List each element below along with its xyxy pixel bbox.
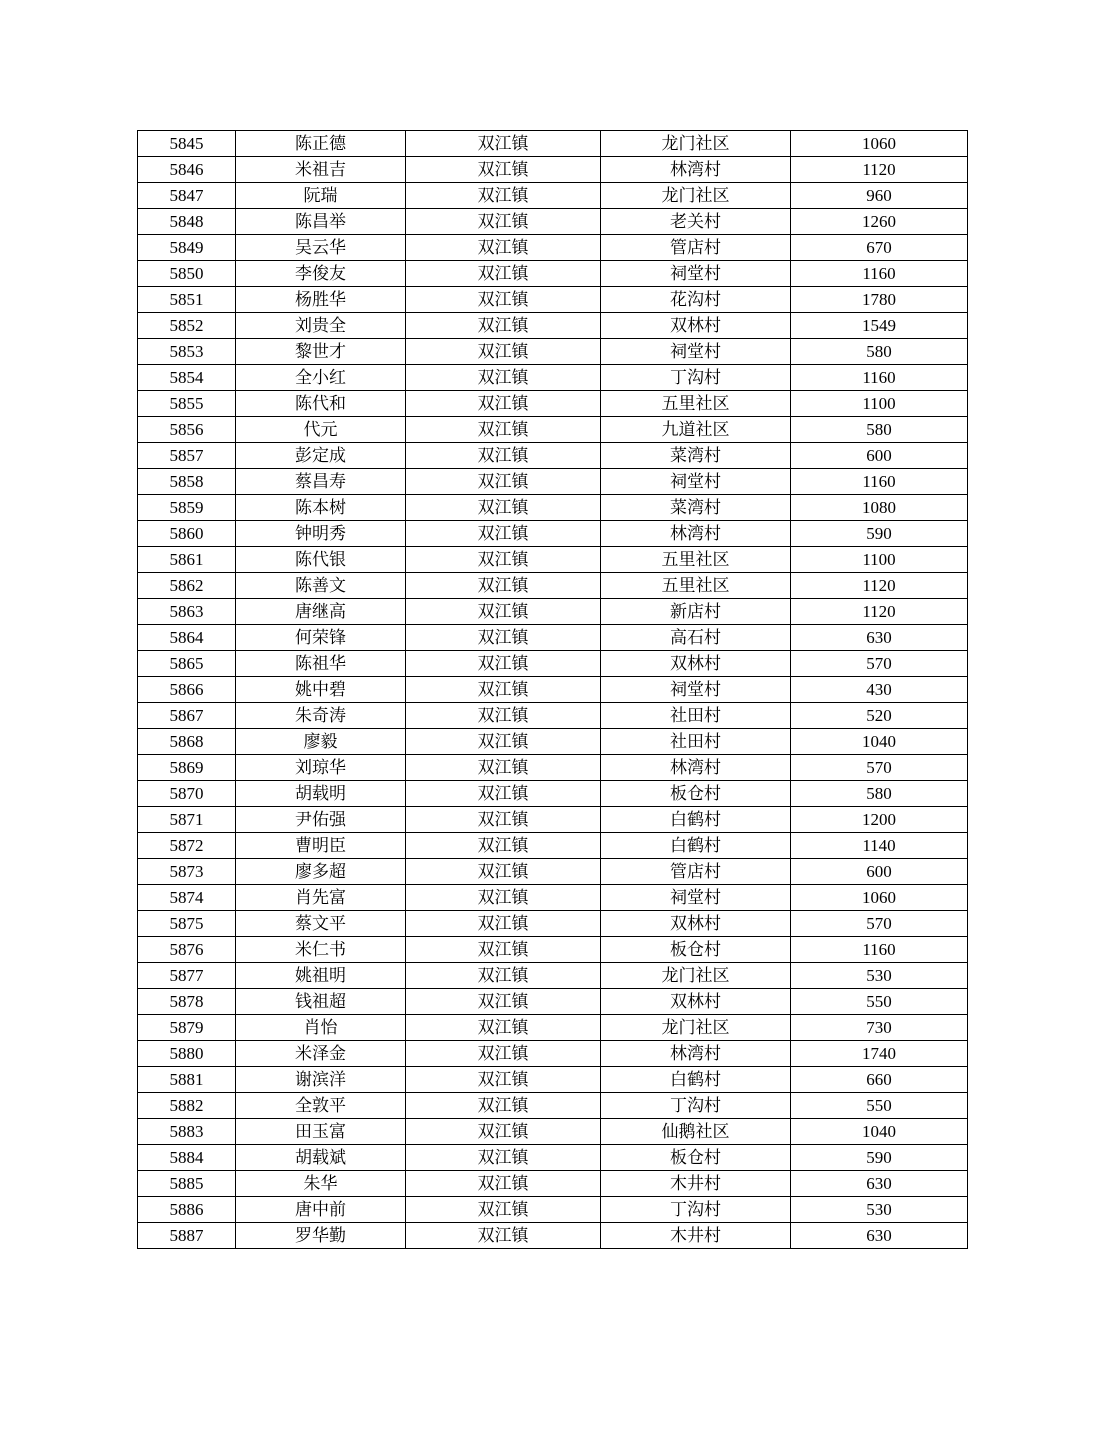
amount-cell: 570 [791,911,968,937]
table-row [138,339,968,365]
town-cell: 双江镇 [406,1015,601,1041]
person-name-cell: 唐中前 [236,1197,406,1223]
town-cell: 双江镇 [406,157,601,183]
table-row [138,1197,968,1223]
table-row [138,1041,968,1067]
row-id-cell: 5863 [138,599,236,625]
amount-cell: 550 [791,989,968,1015]
town-cell: 双江镇 [406,755,601,781]
village-cell: 祠堂村 [601,469,791,495]
row-id-cell: 5857 [138,443,236,469]
village-cell: 丁沟村 [601,1197,791,1223]
town-cell: 双江镇 [406,313,601,339]
table-row [138,651,968,677]
table-row [138,729,968,755]
town-cell: 双江镇 [406,469,601,495]
person-name-cell: 胡载斌 [236,1145,406,1171]
person-name-cell: 姚中碧 [236,677,406,703]
amount-cell: 600 [791,443,968,469]
table-row [138,911,968,937]
row-id-cell: 5876 [138,937,236,963]
table-row [138,443,968,469]
village-cell: 林湾村 [601,1041,791,1067]
row-id-cell: 5875 [138,911,236,937]
person-name-cell: 尹佑强 [236,807,406,833]
town-cell: 双江镇 [406,833,601,859]
town-cell: 双江镇 [406,1067,601,1093]
row-id-cell: 5859 [138,495,236,521]
row-id-cell: 5866 [138,677,236,703]
table-row [138,1015,968,1041]
amount-cell: 670 [791,235,968,261]
table-row [138,365,968,391]
person-name-cell: 朱华 [236,1171,406,1197]
table-row [138,287,968,313]
amount-cell: 1060 [791,131,968,157]
table-row [138,313,968,339]
row-id-cell: 5884 [138,1145,236,1171]
row-id-cell: 5887 [138,1223,236,1249]
person-name-cell: 米仁书 [236,937,406,963]
table-row [138,417,968,443]
village-cell: 双林村 [601,313,791,339]
row-id-cell: 5845 [138,131,236,157]
amount-cell: 1780 [791,287,968,313]
amount-cell: 600 [791,859,968,885]
town-cell: 双江镇 [406,859,601,885]
amount-cell: 1140 [791,833,968,859]
person-name-cell: 陈正德 [236,131,406,157]
table-row [138,261,968,287]
amount-cell: 1740 [791,1041,968,1067]
table-row [138,573,968,599]
person-name-cell: 唐继高 [236,599,406,625]
person-name-cell: 蔡文平 [236,911,406,937]
town-cell: 双江镇 [406,963,601,989]
row-id-cell: 5881 [138,1067,236,1093]
person-name-cell: 代元 [236,417,406,443]
amount-cell: 590 [791,1145,968,1171]
row-id-cell: 5880 [138,1041,236,1067]
person-name-cell: 朱奇涛 [236,703,406,729]
table-row [138,703,968,729]
person-name-cell: 陈代银 [236,547,406,573]
village-cell: 社田村 [601,729,791,755]
row-id-cell: 5848 [138,209,236,235]
village-cell: 祠堂村 [601,885,791,911]
town-cell: 双江镇 [406,1041,601,1067]
village-cell: 龙门社区 [601,963,791,989]
village-cell: 祠堂村 [601,339,791,365]
person-name-cell: 姚祖明 [236,963,406,989]
amount-cell: 630 [791,1171,968,1197]
row-id-cell: 5885 [138,1171,236,1197]
row-id-cell: 5868 [138,729,236,755]
person-name-cell: 陈本树 [236,495,406,521]
town-cell: 双江镇 [406,937,601,963]
village-cell: 高石村 [601,625,791,651]
amount-cell: 660 [791,1067,968,1093]
village-cell: 新店村 [601,599,791,625]
town-cell: 双江镇 [406,1093,601,1119]
town-cell: 双江镇 [406,131,601,157]
town-cell: 双江镇 [406,703,601,729]
amount-cell: 1040 [791,1119,968,1145]
row-id-cell: 5870 [138,781,236,807]
amount-cell: 1260 [791,209,968,235]
amount-cell: 960 [791,183,968,209]
table-row [138,625,968,651]
person-name-cell: 米泽金 [236,1041,406,1067]
row-id-cell: 5882 [138,1093,236,1119]
row-id-cell: 5877 [138,963,236,989]
table-row [138,547,968,573]
town-cell: 双江镇 [406,261,601,287]
person-name-cell: 肖怡 [236,1015,406,1041]
row-id-cell: 5853 [138,339,236,365]
person-name-cell: 陈祖华 [236,651,406,677]
person-name-cell: 李俊友 [236,261,406,287]
row-id-cell: 5878 [138,989,236,1015]
amount-cell: 580 [791,781,968,807]
village-cell: 社田村 [601,703,791,729]
amount-cell: 1160 [791,469,968,495]
amount-cell: 1040 [791,729,968,755]
village-cell: 菜湾村 [601,495,791,521]
person-name-cell: 廖多超 [236,859,406,885]
row-id-cell: 5883 [138,1119,236,1145]
person-name-cell: 曹明臣 [236,833,406,859]
town-cell: 双江镇 [406,651,601,677]
amount-cell: 730 [791,1015,968,1041]
person-name-cell: 米祖吉 [236,157,406,183]
row-id-cell: 5872 [138,833,236,859]
amount-cell: 1100 [791,547,968,573]
table-row [138,495,968,521]
table-row [138,131,968,157]
town-cell: 双江镇 [406,1223,601,1249]
amount-cell: 630 [791,625,968,651]
town-cell: 双江镇 [406,547,601,573]
person-name-cell: 杨胜华 [236,287,406,313]
table-row [138,235,968,261]
town-cell: 双江镇 [406,677,601,703]
row-id-cell: 5871 [138,807,236,833]
table-row [138,599,968,625]
amount-cell: 530 [791,963,968,989]
amount-cell: 1120 [791,599,968,625]
amount-cell: 580 [791,417,968,443]
person-name-cell: 廖毅 [236,729,406,755]
town-cell: 双江镇 [406,781,601,807]
row-id-cell: 5850 [138,261,236,287]
amount-cell: 1160 [791,937,968,963]
table-row [138,885,968,911]
town-cell: 双江镇 [406,287,601,313]
village-cell: 板仓村 [601,1145,791,1171]
table-row [138,833,968,859]
person-name-cell: 胡载明 [236,781,406,807]
village-cell: 林湾村 [601,755,791,781]
town-cell: 双江镇 [406,989,601,1015]
village-cell: 木井村 [601,1223,791,1249]
amount-cell: 550 [791,1093,968,1119]
village-cell: 双林村 [601,989,791,1015]
amount-cell: 630 [791,1223,968,1249]
person-name-cell: 黎世才 [236,339,406,365]
person-name-cell: 陈善文 [236,573,406,599]
amount-cell: 580 [791,339,968,365]
village-cell: 板仓村 [601,781,791,807]
row-id-cell: 5862 [138,573,236,599]
village-cell: 白鹤村 [601,807,791,833]
town-cell: 双江镇 [406,1171,601,1197]
amount-cell: 530 [791,1197,968,1223]
village-cell: 木井村 [601,1171,791,1197]
table-row [138,391,968,417]
row-id-cell: 5874 [138,885,236,911]
person-name-cell: 全小红 [236,365,406,391]
person-name-cell: 蔡昌寿 [236,469,406,495]
town-cell: 双江镇 [406,885,601,911]
village-cell: 五里社区 [601,391,791,417]
village-cell: 龙门社区 [601,131,791,157]
town-cell: 双江镇 [406,599,601,625]
town-cell: 双江镇 [406,443,601,469]
person-name-cell: 罗华勤 [236,1223,406,1249]
village-cell: 五里社区 [601,573,791,599]
table-row [138,521,968,547]
town-cell: 双江镇 [406,1145,601,1171]
row-id-cell: 5865 [138,651,236,677]
person-name-cell: 吴云华 [236,235,406,261]
village-cell: 林湾村 [601,521,791,547]
village-cell: 祠堂村 [601,261,791,287]
village-cell: 九道社区 [601,417,791,443]
person-name-cell: 何荣锋 [236,625,406,651]
table-row [138,937,968,963]
person-name-cell: 陈昌举 [236,209,406,235]
row-id-cell: 5852 [138,313,236,339]
amount-cell: 1120 [791,573,968,599]
town-cell: 双江镇 [406,391,601,417]
row-id-cell: 5860 [138,521,236,547]
village-cell: 仙鹅社区 [601,1119,791,1145]
row-id-cell: 5855 [138,391,236,417]
table-row [138,469,968,495]
row-id-cell: 5849 [138,235,236,261]
town-cell: 双江镇 [406,339,601,365]
village-cell: 双林村 [601,651,791,677]
row-id-cell: 5858 [138,469,236,495]
row-id-cell: 5869 [138,755,236,781]
row-id-cell: 5847 [138,183,236,209]
town-cell: 双江镇 [406,521,601,547]
amount-cell: 570 [791,651,968,677]
row-id-cell: 5851 [138,287,236,313]
town-cell: 双江镇 [406,183,601,209]
amount-cell: 430 [791,677,968,703]
amount-cell: 520 [791,703,968,729]
person-name-cell: 陈代和 [236,391,406,417]
village-cell: 板仓村 [601,937,791,963]
town-cell: 双江镇 [406,625,601,651]
town-cell: 双江镇 [406,417,601,443]
person-name-cell: 肖先富 [236,885,406,911]
village-cell: 白鹤村 [601,833,791,859]
person-name-cell: 钟明秀 [236,521,406,547]
town-cell: 双江镇 [406,495,601,521]
amount-cell: 1549 [791,313,968,339]
row-id-cell: 5846 [138,157,236,183]
town-cell: 双江镇 [406,1197,601,1223]
row-id-cell: 5867 [138,703,236,729]
village-cell: 白鹤村 [601,1067,791,1093]
person-name-cell: 谢滨洋 [236,1067,406,1093]
town-cell: 双江镇 [406,209,601,235]
amount-cell: 1160 [791,365,968,391]
village-cell: 林湾村 [601,157,791,183]
town-cell: 双江镇 [406,1119,601,1145]
village-cell: 龙门社区 [601,1015,791,1041]
village-cell: 祠堂村 [601,677,791,703]
table-row [138,755,968,781]
table-row [138,1223,968,1249]
town-cell: 双江镇 [406,807,601,833]
table-row [138,807,968,833]
table-row [138,859,968,885]
person-name-cell: 刘贵全 [236,313,406,339]
amount-cell: 570 [791,755,968,781]
town-cell: 双江镇 [406,365,601,391]
town-cell: 双江镇 [406,911,601,937]
village-cell: 老关村 [601,209,791,235]
amount-cell: 590 [791,521,968,547]
village-cell: 丁沟村 [601,365,791,391]
table-row [138,183,968,209]
town-cell: 双江镇 [406,729,601,755]
village-cell: 管店村 [601,235,791,261]
row-id-cell: 5861 [138,547,236,573]
table-row [138,781,968,807]
town-cell: 双江镇 [406,235,601,261]
table-row [138,989,968,1015]
person-name-cell: 钱祖超 [236,989,406,1015]
records-table [137,130,968,1249]
table-row [138,1067,968,1093]
table-row [138,1093,968,1119]
row-id-cell: 5886 [138,1197,236,1223]
table-row [138,1145,968,1171]
row-id-cell: 5864 [138,625,236,651]
village-cell: 菜湾村 [601,443,791,469]
row-id-cell: 5856 [138,417,236,443]
person-name-cell: 田玉富 [236,1119,406,1145]
amount-cell: 1080 [791,495,968,521]
table-row [138,157,968,183]
village-cell: 花沟村 [601,287,791,313]
person-name-cell: 刘琼华 [236,755,406,781]
village-cell: 龙门社区 [601,183,791,209]
row-id-cell: 5854 [138,365,236,391]
records-tbody [138,131,968,1249]
row-id-cell: 5873 [138,859,236,885]
person-name-cell: 彭定成 [236,443,406,469]
table-row [138,1171,968,1197]
amount-cell: 1060 [791,885,968,911]
village-cell: 管店村 [601,859,791,885]
row-id-cell: 5879 [138,1015,236,1041]
amount-cell: 1120 [791,157,968,183]
village-cell: 双林村 [601,911,791,937]
person-name-cell: 全敦平 [236,1093,406,1119]
amount-cell: 1160 [791,261,968,287]
village-cell: 丁沟村 [601,1093,791,1119]
town-cell: 双江镇 [406,573,601,599]
table-row [138,963,968,989]
table-row [138,209,968,235]
amount-cell: 1100 [791,391,968,417]
amount-cell: 1200 [791,807,968,833]
table-row [138,677,968,703]
person-name-cell: 阮瑞 [236,183,406,209]
village-cell: 五里社区 [601,547,791,573]
table-row [138,1119,968,1145]
